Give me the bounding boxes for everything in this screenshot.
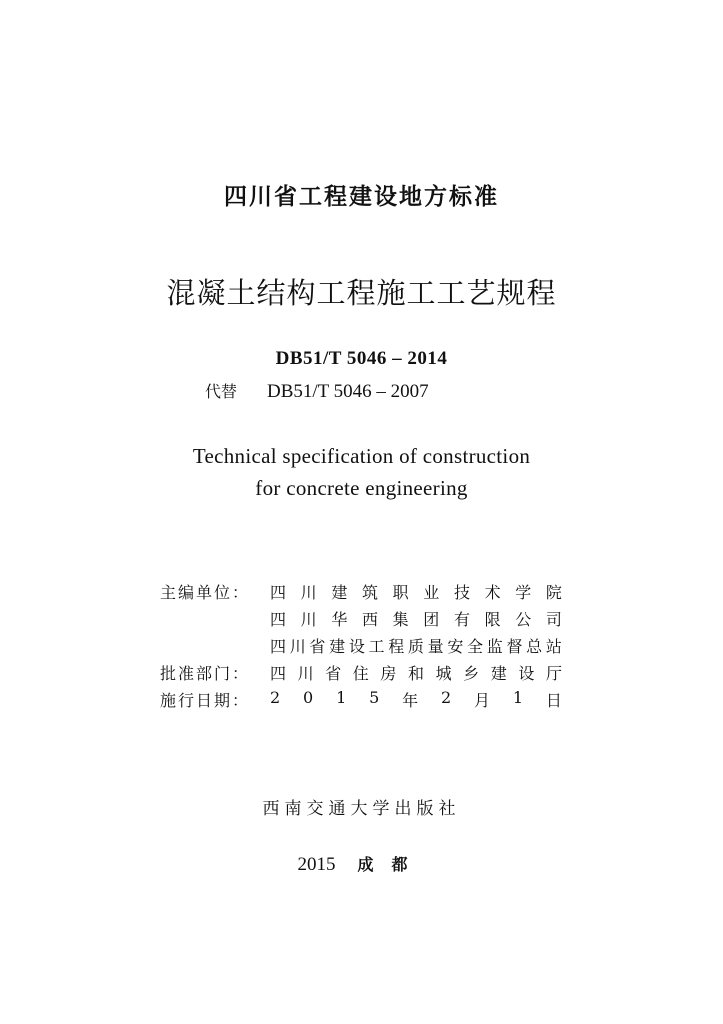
approver-label: 批准部门： <box>160 664 251 683</box>
char: 住 <box>352 664 369 683</box>
approver <box>270 661 562 684</box>
char: 有 <box>453 610 470 629</box>
char: 2 <box>440 688 452 707</box>
char: 院 <box>545 583 562 602</box>
char: 限 <box>484 610 501 629</box>
char: 量 <box>427 637 444 656</box>
char: 职 <box>392 583 409 602</box>
editor-2 <box>270 607 562 630</box>
char: 华 <box>331 610 348 629</box>
char: 技 <box>453 583 470 602</box>
editor-3 <box>270 634 562 657</box>
char: 督 <box>506 637 523 656</box>
replaces-value: DB51/T 5046 – 2007 <box>267 381 429 402</box>
char: 川 <box>300 583 317 602</box>
char: 川 <box>300 610 317 629</box>
replaces-label: 代替 <box>205 382 238 401</box>
char: 公 <box>515 610 532 629</box>
char: 监 <box>486 637 503 656</box>
char: 省 <box>309 637 326 656</box>
char: 建 <box>331 583 348 602</box>
char: 设 <box>518 664 535 683</box>
english-title-line-1: Technical specification of construction <box>192 444 531 468</box>
char: 川 <box>297 664 314 683</box>
char: 集 <box>392 610 409 629</box>
char: 四 <box>270 637 287 656</box>
date-label: 施行日期： <box>160 691 251 710</box>
char: 建 <box>329 637 346 656</box>
char: 西 <box>361 610 378 629</box>
char: 筑 <box>361 583 378 602</box>
char: 全 <box>467 637 484 656</box>
char: 月 <box>474 691 491 710</box>
editor-1 <box>270 580 562 603</box>
char: 业 <box>423 583 440 602</box>
document-title: 混凝土结构工程施工工艺规程 <box>166 276 557 310</box>
char: 1 <box>336 688 347 707</box>
char: 总 <box>526 637 543 656</box>
char: 城 <box>435 664 452 683</box>
char: 术 <box>484 583 501 602</box>
footer-year: 2015 <box>297 854 336 875</box>
char: 川 <box>289 637 306 656</box>
char: 0 <box>303 688 314 707</box>
char: 厅 <box>545 664 562 683</box>
char: 站 <box>545 637 562 656</box>
char: 四 <box>270 610 287 629</box>
english-title-line-2: for concrete engineering <box>255 476 468 500</box>
char: 四 <box>270 583 287 602</box>
char: 年 <box>402 691 419 710</box>
char: 安 <box>447 637 464 656</box>
char: 工 <box>368 637 385 656</box>
char: 质 <box>407 637 424 656</box>
effective-date <box>270 688 562 711</box>
char: 司 <box>545 610 562 629</box>
char: 学 <box>515 583 532 602</box>
char: 四 <box>270 664 287 683</box>
char: 1 <box>512 688 524 707</box>
footer-city: 成都 <box>357 855 426 874</box>
char: 和 <box>407 664 424 683</box>
char: 团 <box>423 610 440 629</box>
char: 建 <box>490 664 507 683</box>
char: 5 <box>369 688 380 707</box>
series-title: 四川省工程建设地方标准 <box>224 184 499 210</box>
char: 乡 <box>463 664 480 683</box>
char: 省 <box>325 664 342 683</box>
footer <box>0 852 723 876</box>
publisher: 西南交通大学出版社 <box>262 799 461 819</box>
char: 程 <box>388 637 405 656</box>
char: 2 <box>270 688 281 707</box>
replaces-line <box>205 379 429 403</box>
standard-number: DB51/T 5046 – 2014 <box>275 348 448 369</box>
char: 日 <box>545 691 562 710</box>
editor-label: 主编单位： <box>160 583 251 602</box>
char: 房 <box>380 664 397 683</box>
char: 设 <box>348 637 365 656</box>
